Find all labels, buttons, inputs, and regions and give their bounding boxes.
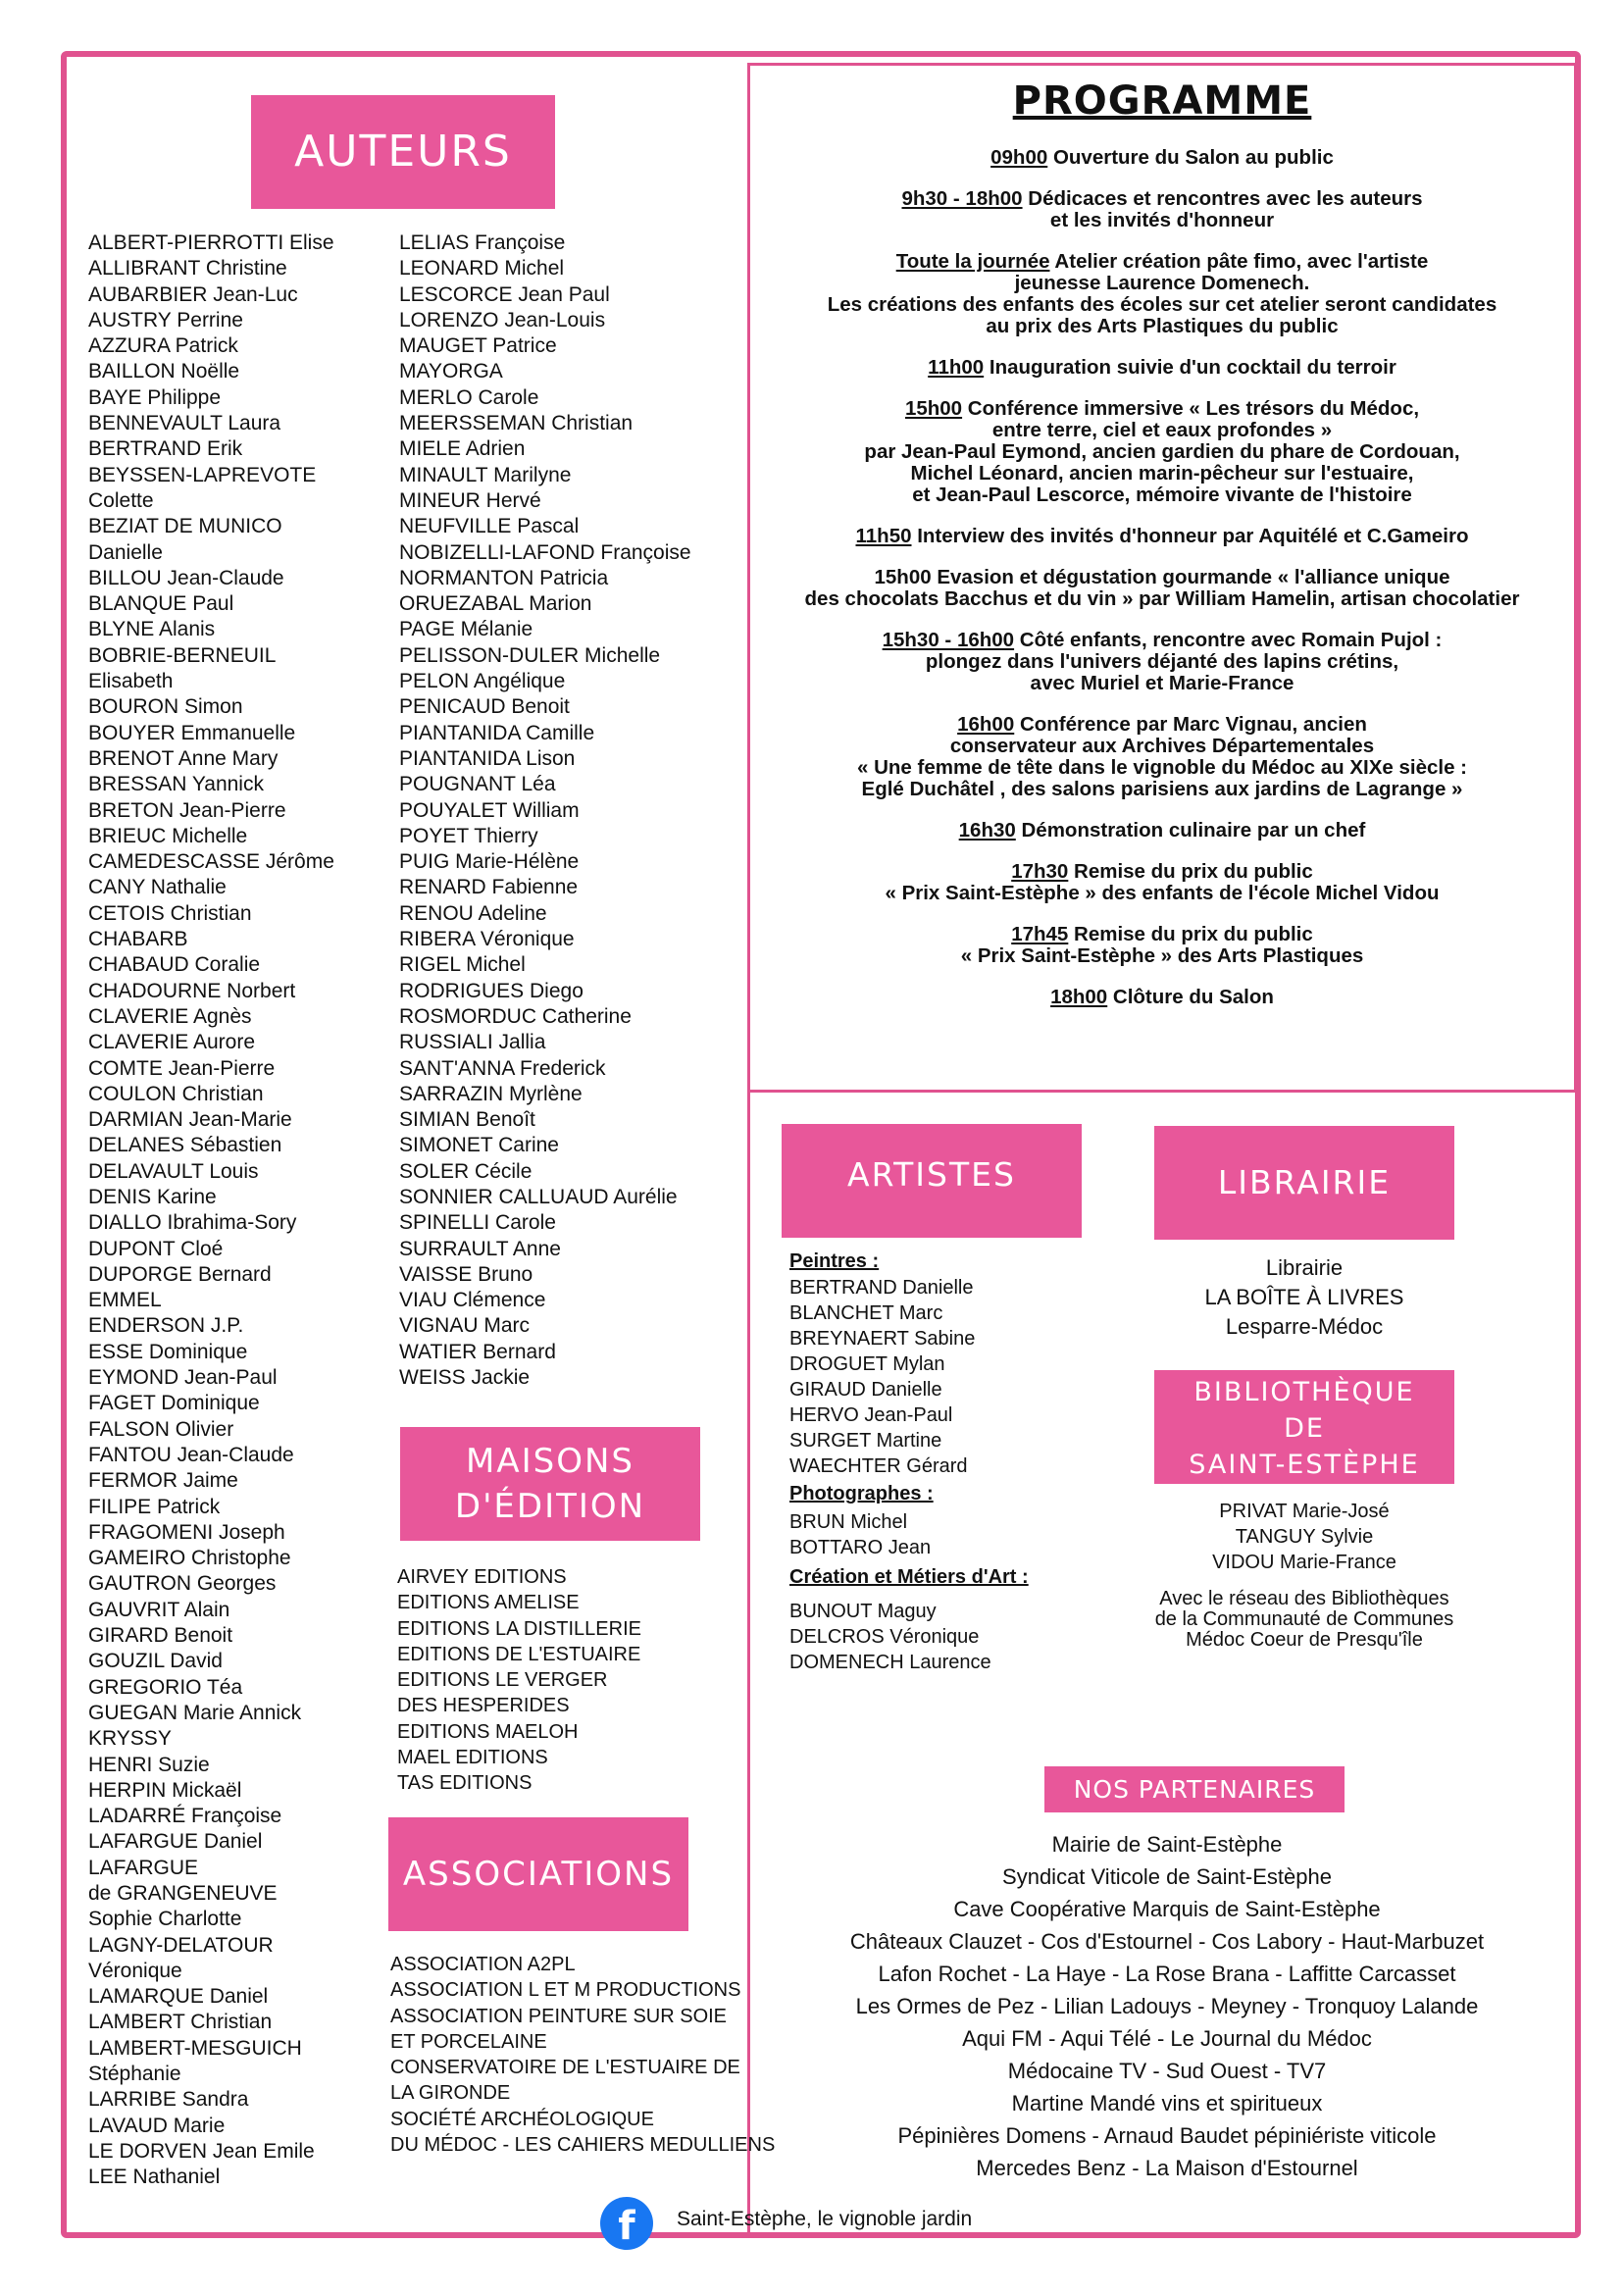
programme-text: Conférence immersive « Les trésors du Médoc, [962, 397, 1420, 420]
partenaire-item: Lafon Rochet - La Haye - La Rose Brana - Laffitte Carcasset [878, 1962, 1456, 1986]
auteur-name: PIANTANIDA Camille [399, 721, 595, 744]
photographes-label: Photographes : [789, 1483, 934, 1504]
programme-item [765, 924, 1559, 967]
partenaire-item: Mairie de Saint-Estèphe [1051, 1832, 1283, 1857]
auteur-name: WEISS Jackie [399, 1366, 531, 1390]
reseau-line: Médoc Coeur de Presqu'île [1186, 1629, 1423, 1651]
photographe-name: BRUN Michel [789, 1511, 908, 1533]
programme-line [765, 484, 1559, 506]
programme-item [765, 147, 1559, 169]
programme-line [765, 147, 1559, 169]
programme-line [765, 883, 1559, 904]
facebook-icon[interactable]: f [600, 2197, 653, 2250]
auteur-name: DIALLO Ibrahima-Sory [88, 1211, 297, 1235]
programme-text: entre terre, ciel et eaux profondes » [991, 419, 1333, 441]
programme-line [765, 861, 1559, 883]
programme-text: Remise du prix du public [1068, 923, 1313, 945]
auteur-name: Sophie Charlotte [88, 1908, 242, 1931]
programme-text: Conférence par Marc Vignau, ancien [1014, 713, 1367, 736]
programme-time: 16h00 [957, 713, 1015, 736]
auteur-name: RIGEL Michel [399, 953, 526, 977]
footer-text: Saint-Estèphe, le vignoble jardin [677, 2208, 973, 2230]
auteur-name: KRYSSY [88, 1727, 172, 1751]
programme-item [765, 630, 1559, 694]
programme-text: Les créations des enfants des écoles sur cet atelier seront candidates [827, 293, 1497, 316]
librairie-title: LIBRAIRIE [1154, 1126, 1454, 1240]
maisons-edition-title [400, 1427, 700, 1541]
reseau-line: Avec le réseau des Bibliothèques [1159, 1588, 1449, 1609]
programme-text: Interview des invités d'honneur par Aquitélé et C.Gameiro [911, 525, 1469, 547]
photographe-name: BOTTARO Jean [789, 1537, 932, 1558]
programme-line [765, 294, 1559, 316]
auteur-name: BOUYER Emmanuelle [88, 721, 296, 744]
programme-time: 15h30 - 16h00 [882, 629, 1015, 651]
auteur-name: PELON Angélique [399, 670, 566, 693]
auteur-name: ALBERT-PIERROTTI Elise [88, 231, 334, 254]
auteur-name: ALLIBRANT Christine [88, 257, 287, 280]
auteur-name: FERMOR Jaime [88, 1469, 238, 1493]
auteur-name: NOBIZELLI-LAFOND Françoise [399, 540, 691, 564]
programme-text: Remise du prix du public [1068, 860, 1313, 883]
programme-line [765, 924, 1559, 945]
metier-art-name: DELCROS Véronique [789, 1626, 980, 1648]
programme-text: plongez dans l'univers déjanté des lapins crétins, [925, 650, 1399, 673]
programme-item [765, 714, 1559, 800]
programme-line [765, 820, 1559, 841]
auteur-name: DELAVAULT Louis [88, 1159, 259, 1183]
programme-text: au prix des Arts Plastiques du public [986, 315, 1339, 337]
auteur-name: SIMONET Carine [399, 1134, 559, 1157]
association-item: ASSOCIATION A2PL [390, 1954, 576, 1975]
auteur-name: BRENOT Anne Mary [88, 746, 279, 770]
partenaires-list [834, 1828, 1500, 2184]
auteur-name: ESSE Dominique [88, 1340, 248, 1363]
programme-item [765, 820, 1559, 841]
peintre-name: BLANCHET Marc [789, 1302, 943, 1324]
programme-title: PROGRAMME [1012, 78, 1312, 124]
auteur-name: MEERSSEMAN Christian [399, 412, 634, 435]
metier-art-name: BUNOUT Maguy [789, 1601, 937, 1622]
auteur-name: BEYSSEN-LAPREVOTE [88, 463, 317, 486]
maison-edition-item: EDITIONS LA DISTILLERIE [397, 1617, 641, 1640]
partenaire-item: Syndicat Viticole de Saint-Estèphe [1002, 1864, 1332, 1889]
auteur-name: ROSMORDUC Catherine [399, 1004, 632, 1028]
auteur-name: DENIS Karine [88, 1185, 217, 1208]
programme-time: 17h30 [1011, 860, 1069, 883]
partenaire-item: Les Ormes de Pez - Lilian Ladouys - Meyney - Tronquoy Lalande [855, 1994, 1479, 2018]
auteur-name: GAUVRIT Alain [88, 1598, 230, 1621]
auteur-name: SIMIAN Benoît [399, 1108, 535, 1132]
bibliotheque-title-line: SAINT-ESTÈPHE [1189, 1450, 1420, 1480]
bibliotheque-title-line: BIBLIOTHÈQUE [1193, 1377, 1415, 1407]
programme-text: Michel Léonard, ancien marin-pêcheur sur l'estuaire, [910, 462, 1414, 484]
programme-item [765, 526, 1559, 547]
programme-line [765, 714, 1559, 736]
artistes-title: ARTISTES [782, 1124, 1082, 1238]
auteur-name: BOBRIE-BERNEUIL [88, 643, 277, 667]
auteur-name: CAMEDESCASSE Jérôme [88, 850, 334, 874]
association-item: LA GIRONDE [390, 2082, 511, 2105]
auteur-name: ENDERSON J.P. [88, 1314, 244, 1338]
programme-item [765, 567, 1559, 610]
auteur-name: LAMBERT Christian [88, 2011, 273, 2034]
programme-line [765, 273, 1559, 294]
programme-text: 15h00 Evasion et dégustation gourmande « l'alliance unique [874, 566, 1450, 588]
programme-line [765, 567, 1559, 588]
peintre-name: GIRAUD Danielle [789, 1379, 942, 1401]
maison-edition-item: DES HESPERIDES [397, 1695, 570, 1717]
auteurs-title: AUTEURS [251, 95, 555, 209]
programme-line [765, 316, 1559, 337]
auteur-name: SPINELLI Carole [399, 1211, 556, 1235]
artistes-section [789, 1250, 1029, 1675]
auteur-name: DELANES Sébastien [88, 1134, 282, 1157]
peintre-name: DROGUET Mylan [789, 1353, 945, 1375]
auteur-name: COULON Christian [88, 1082, 264, 1105]
maisons-list [397, 1564, 641, 1797]
peintre-name: BREYNAERT Sabine [789, 1328, 976, 1350]
auteur-name: DUPORGE Bernard [88, 1262, 272, 1286]
auteur-name: GREGORIO Téa [88, 1675, 243, 1699]
programme-time: 11h50 [855, 525, 912, 547]
auteur-name: MAUGET Patrice [399, 334, 557, 358]
programme-text: jeunesse Laurence Domenech. [1014, 272, 1310, 294]
auteur-name: RUSSIALI Jallia [399, 1031, 546, 1054]
programme-text: Dédicaces et rencontres avec les auteurs [1022, 187, 1423, 210]
auteur-name: WATIER Bernard [399, 1340, 556, 1363]
programme-text: Côté enfants, rencontre avec Romain Pujol : [1014, 629, 1443, 651]
auteur-name: BILLOU Jean-Claude [88, 566, 284, 589]
auteur-name: AUBARBIER Jean-Luc [88, 282, 298, 306]
programme-time: 15h00 [904, 397, 963, 420]
bibliotheque-title-line: DE [1284, 1413, 1325, 1444]
librairie-line: Lesparre-Médoc [1225, 1314, 1384, 1339]
programme-text: Eglé Duchâtel , des salons parisiens aux jardins de Lagrange » [861, 778, 1463, 800]
bibliotheque-names [1138, 1499, 1471, 1575]
auteur-name: RIBERA Véronique [399, 928, 575, 951]
partenaire-item: Martine Mandé vins et spiritueux [1011, 2091, 1323, 2116]
auteurs-list-col1 [88, 230, 334, 2191]
programme-time: 11h00 [928, 356, 985, 379]
auteur-name: SONNIER CALLUAUD Aurélie [399, 1185, 678, 1208]
auteur-name: MAYORGA [399, 360, 503, 383]
auteur-name: FRAGOMENI Joseph [88, 1520, 285, 1544]
auteur-name: Véronique [88, 1959, 182, 1982]
programme-text: « Prix Saint-Estèphe » des Arts Plastiques [960, 944, 1364, 967]
auteur-name: LAGNY-DELATOUR [88, 1933, 274, 1957]
auteur-name: FAGET Dominique [88, 1392, 260, 1415]
programme-item [765, 188, 1559, 231]
programme-list [765, 147, 1559, 1028]
maison-edition-item: EDITIONS LE VERGER [397, 1669, 608, 1692]
auteur-name: SANT'ANNA Frederick [399, 1056, 606, 1080]
programme-time: 16h30 [958, 819, 1016, 841]
programme-line [765, 188, 1559, 210]
programme-line [765, 398, 1559, 420]
auteur-name: PUIG Marie-Hélène [399, 850, 580, 874]
programme-line [765, 441, 1559, 463]
auteur-name: FANTOU Jean-Claude [88, 1443, 294, 1466]
auteur-name: NORMANTON Patricia [399, 566, 609, 589]
maison-edition-item: TAS EDITIONS [397, 1772, 533, 1795]
auteur-name: EYMOND Jean-Paul [88, 1366, 278, 1390]
programme-text: Ouverture du Salon au public [1047, 146, 1334, 169]
auteur-name: VIGNAU Marc [399, 1314, 531, 1338]
peintre-name: WAECHTER Gérard [789, 1455, 968, 1477]
auteur-name: CETOIS Christian [88, 901, 252, 925]
programme-text: et les invités d'honneur [1049, 209, 1275, 231]
auteur-name: AZZURA Patrick [88, 334, 238, 358]
auteur-name: LE DORVEN Jean Emile [88, 2139, 315, 2163]
programme-line [765, 673, 1559, 694]
association-item: ASSOCIATION L ET M PRODUCTIONS [390, 1979, 741, 2002]
auteur-name: DARMIAN Jean-Marie [88, 1108, 292, 1132]
auteur-name: LAMARQUE Daniel [88, 1985, 269, 2009]
auteurs-list-col2 [399, 230, 691, 1391]
auteur-name: BLANQUE Paul [88, 592, 234, 616]
programme-time: 9h30 - 18h00 [901, 187, 1023, 210]
programme-time: 17h45 [1011, 923, 1069, 945]
association-item: ET PORCELAINE [390, 2030, 547, 2053]
programme-text: « Prix Saint-Estèphe » des enfants de l'école Michel Vidou [885, 882, 1440, 904]
auteur-name: MINAULT Marilyne [399, 463, 572, 486]
auteur-name: POUYALET William [399, 798, 580, 822]
auteur-name: LEE Nathaniel [88, 2166, 221, 2189]
association-item: DU MÉDOC - LES CAHIERS MEDULLIENS [390, 2134, 776, 2157]
programme-text: Inauguration suivie d'un cocktail du terroir [984, 356, 1396, 379]
programme-line [765, 736, 1559, 757]
auteur-name: BRETON Jean-Pierre [88, 798, 286, 822]
photographes-list [789, 1509, 1029, 1560]
auteur-name: POYET Thierry [399, 824, 538, 847]
programme-line [765, 357, 1559, 379]
auteur-name: PENICAUD Benoit [399, 695, 570, 719]
auteur-name: BRIEUC Michelle [88, 824, 248, 847]
auteur-name: FILIPE Patrick [88, 1495, 221, 1518]
associations-list [390, 1952, 775, 2158]
partenaires-title: NOS PARTENAIRES [1044, 1766, 1345, 1812]
programme-item [765, 251, 1559, 337]
auteur-name: COMTE Jean-Pierre [88, 1056, 276, 1080]
auteur-name: BEZIAT DE MUNICO [88, 515, 282, 538]
auteur-name: FALSON Olivier [88, 1417, 234, 1441]
programme-line [765, 526, 1559, 547]
auteur-name: LELIAS Françoise [399, 231, 566, 254]
maison-edition-item: EDITIONS MAELOH [397, 1720, 579, 1743]
partenaire-item: Châteaux Clauzet - Cos d'Estournel - Cos Labory - Haut-Marbuzet [849, 1929, 1485, 1954]
programme-line [765, 757, 1559, 779]
auteur-name: POUGNANT Léa [399, 773, 556, 796]
association-item: CONSERVATOIRE DE L'ESTUAIRE DE [390, 2057, 740, 2079]
programme-item [765, 861, 1559, 904]
programme-text: Atelier création pâte fimo, avec l'artiste [1049, 250, 1429, 273]
peintre-name: SURGET Martine [789, 1430, 942, 1452]
auteur-name: HENRI Suzie [88, 1753, 210, 1776]
programme-line [765, 463, 1559, 484]
auteur-name: LARRIBE Sandra [88, 2088, 249, 2112]
partenaire-item: Pépinières Domens - Arnaud Baudet pépiniériste viticole [897, 2123, 1437, 2148]
auteur-name: VIAU Clémence [399, 1289, 546, 1312]
auteur-name: LADARRÉ Françoise [88, 1805, 282, 1828]
programme-time: Toute la journée [895, 250, 1050, 273]
auteur-name: MIELE Adrien [399, 437, 526, 461]
bibliothecaire-name: VIDOU Marie-France [1212, 1552, 1396, 1573]
partenaire-item: Aqui FM - Aqui Télé - Le Journal du Médoc [962, 2026, 1372, 2051]
auteur-name: PELISSON-DULER Michelle [399, 643, 661, 667]
maisons-title-line1: MAISONS [466, 1442, 634, 1481]
auteur-name: AUSTRY Perrine [88, 308, 243, 331]
auteur-name: CLAVERIE Aurore [88, 1031, 256, 1054]
programme-text: et Jean-Paul Lescorce, mémoire vivante de l'histoire [912, 484, 1412, 506]
metiers-label: Création et Métiers d'Art : [789, 1566, 1029, 1588]
auteur-name: LAVAUD Marie [88, 2114, 226, 2137]
auteur-name: de GRANGENEUVE [88, 1882, 278, 1905]
programme-line [765, 588, 1559, 610]
bibliotheque-reseau [1098, 1589, 1510, 1651]
auteur-name: VAISSE Bruno [399, 1262, 533, 1286]
maison-edition-item: MAEL EDITIONS [397, 1747, 548, 1769]
partenaire-item: Cave Coopérative Marquis de Saint-Estèphe [953, 1897, 1381, 1921]
reseau-line: de la Communauté de Communes [1154, 1608, 1454, 1630]
programme-item [765, 398, 1559, 506]
auteur-name: MERLO Carole [399, 385, 539, 409]
auteur-name: LESCORCE Jean Paul [399, 282, 610, 306]
auteur-name: LORENZO Jean-Louis [399, 308, 606, 331]
peintre-name: HERVO Jean-Paul [789, 1404, 953, 1426]
auteur-name: BAYE Philippe [88, 385, 222, 409]
programme-line [765, 779, 1559, 800]
auteur-name: GAUTRON Georges [88, 1572, 277, 1596]
programme-text: « Une femme de tête dans le vignoble du Médoc au XIXe siècle : [856, 756, 1468, 779]
auteur-name: LAFARGUE [88, 1856, 199, 1879]
programme-line [765, 945, 1559, 967]
auteur-name: GUEGAN Marie Annick [88, 1701, 302, 1724]
programme-text: Démonstration culinaire par un chef [1015, 819, 1366, 841]
auteur-name: PAGE Mélanie [399, 618, 533, 641]
auteur-name: BERTRAND Erik [88, 437, 243, 461]
association-item: ASSOCIATION PEINTURE SUR SOIE [390, 2005, 728, 2027]
auteur-name: PIANTANIDA Lison [399, 746, 576, 770]
auteur-name: Colette [88, 488, 154, 512]
auteur-name: Elisabeth [88, 670, 174, 693]
maison-edition-item: EDITIONS DE L'ESTUAIRE [397, 1643, 641, 1665]
auteur-name: BRESSAN Yannick [88, 773, 264, 796]
programme-text: avec Muriel et Marie-France [1030, 672, 1294, 694]
programme-text: des chocolats Bacchus et du vin » par William Hamelin, artisan chocolatier [804, 587, 1520, 610]
auteur-name: BAILLON Noëlle [88, 360, 240, 383]
peintre-name: BERTRAND Danielle [789, 1277, 974, 1299]
auteur-name: ORUEZABAL Marion [399, 592, 592, 616]
maison-edition-item: EDITIONS AMELISE [397, 1592, 580, 1614]
partenaire-item: Médocaine TV - Sud Ouest - TV7 [1007, 2059, 1327, 2083]
programme-text: conservateur aux Archives Départementales [949, 735, 1375, 757]
programme-line [765, 210, 1559, 231]
auteur-name: EMMEL [88, 1289, 162, 1312]
librairie-line: LA BOÎTE À LIVRES [1204, 1285, 1404, 1309]
maisons-title-line2: D'ÉDITION [454, 1487, 646, 1526]
bibliotheque-title [1154, 1370, 1454, 1484]
auteur-name: LEONARD Michel [399, 257, 565, 280]
auteur-name: GIRARD Benoit [88, 1624, 233, 1648]
peintres-label: Peintres : [789, 1250, 880, 1272]
peintres-list [789, 1275, 1029, 1479]
associations-title: ASSOCIATIONS [388, 1817, 688, 1931]
programme-line [765, 251, 1559, 273]
librairie-info [1138, 1253, 1471, 1342]
maison-edition-item: AIRVEY EDITIONS [397, 1566, 567, 1588]
auteur-name: SOLER Cécile [399, 1159, 533, 1183]
auteur-name: GOUZIL David [88, 1650, 223, 1673]
auteur-name: SARRAZIN Myrlène [399, 1082, 583, 1105]
auteur-name: RENOU Adeline [399, 901, 547, 925]
auteur-name: LAMBERT-MESGUICH [88, 2036, 302, 2060]
programme-line [765, 987, 1559, 1008]
bibliothecaire-name: TANGUY Sylvie [1235, 1526, 1374, 1548]
auteur-name: Stéphanie [88, 2063, 181, 2086]
auteur-name: HERPIN Mickaël [88, 1778, 242, 1802]
auteur-name: DUPONT Cloé [88, 1237, 224, 1260]
metier-art-name: DOMENECH Laurence [789, 1652, 991, 1673]
auteur-name: BENNEVAULT Laura [88, 412, 281, 435]
auteur-name: CHABARB [88, 928, 188, 951]
partenaire-item: Mercedes Benz - La Maison d'Estournel [976, 2156, 1358, 2180]
auteur-name: CLAVERIE Agnès [88, 1004, 252, 1028]
auteur-name: NEUFVILLE Pascal [399, 515, 580, 538]
auteur-name: BOURON Simon [88, 695, 243, 719]
programme-time: 09h00 [990, 146, 1048, 169]
programme-line [765, 651, 1559, 673]
programme-line [765, 630, 1559, 651]
programme-item [765, 357, 1559, 379]
auteur-name: CHABAUD Coralie [88, 953, 261, 977]
auteur-name: SURRAULT Anne [399, 1237, 561, 1260]
auteur-name: BLYNE Alanis [88, 618, 216, 641]
auteur-name: Danielle [88, 540, 163, 564]
auteur-name: RODRIGUES Diego [399, 979, 584, 1002]
auteur-name: MINEUR Hervé [399, 488, 541, 512]
programme-text: Clôture du Salon [1107, 986, 1274, 1008]
auteur-name: RENARD Fabienne [399, 876, 579, 899]
programme-time: 18h00 [1050, 986, 1108, 1008]
programme-line [765, 420, 1559, 441]
auteur-name: CANY Nathalie [88, 876, 227, 899]
programme-text: par Jean-Paul Eymond, ancien gardien du phare de Cordouan, [864, 440, 1460, 463]
association-item: SOCIÉTÉ ARCHÉOLOGIQUE [390, 2108, 654, 2130]
programme-item [765, 987, 1559, 1008]
bibliothecaire-name: PRIVAT Marie-José [1219, 1501, 1390, 1522]
metiers-list [789, 1599, 1029, 1675]
auteur-name: CHADOURNE Norbert [88, 979, 296, 1002]
auteur-name: GAMEIRO Christophe [88, 1547, 291, 1570]
librairie-line: Librairie [1265, 1255, 1344, 1280]
auteur-name: LAFARGUE Daniel [88, 1830, 263, 1854]
